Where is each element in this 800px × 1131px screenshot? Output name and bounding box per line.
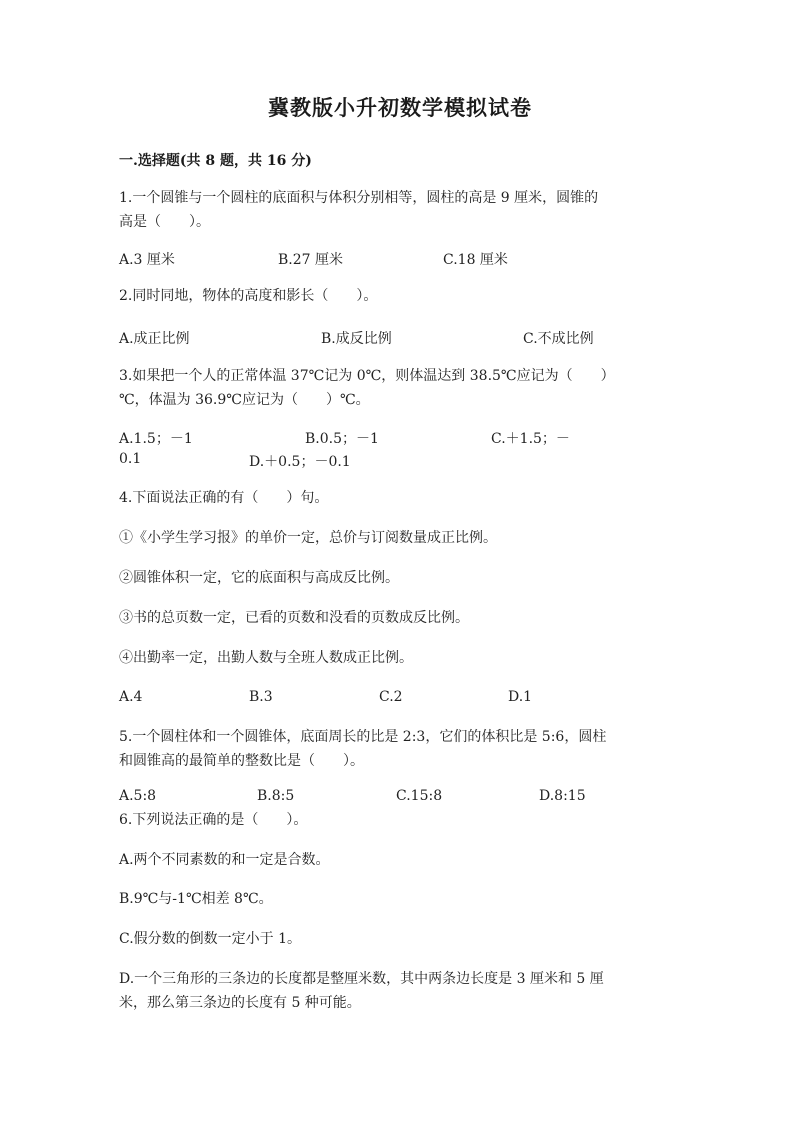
question-4-statement-2: ②圆锥体积一定，它的底面积与高成反比例。 <box>119 570 399 586</box>
question-3-line-2: ℃，体温为 36.9℃应记为（ ）℃。 <box>119 392 370 408</box>
question-4-option-b: B.3 <box>249 689 273 705</box>
question-2-stem: 2.同时同地，物体的高度和影长（ ）。 <box>119 288 378 304</box>
question-1-option-c: C.18 厘米 <box>443 252 508 268</box>
question-1-stem <box>119 186 689 234</box>
question-3-line-1: 3.如果把一个人的正常体温 37℃记为 0℃，则体温达到 38.5℃应记为（ ） <box>119 368 615 384</box>
question-1-line-1: 1.一个圆锥与一个圆柱的底面积与体积分别相等，圆柱的高是 9 厘米，圆锥的 <box>119 190 599 206</box>
question-2-option-c: C.不成比例 <box>523 331 594 347</box>
question-4-option-a: A.4 <box>119 689 143 705</box>
question-1-line-2: 高是（ ）。 <box>119 214 210 230</box>
question-5-option-a: A.5:8 <box>119 788 157 804</box>
question-5-stem <box>119 725 689 773</box>
question-1-option-a: A.3 厘米 <box>119 252 175 268</box>
question-6-option-d <box>119 967 689 1015</box>
question-6-option-b: B.9℃与-1℃相差 8℃。 <box>119 891 273 907</box>
question-2-option-b: B.成反比例 <box>321 331 392 347</box>
question-2-option-a: A.成正比例 <box>119 331 190 347</box>
question-5-option-d: D.8:15 <box>539 788 586 804</box>
question-3-option-b: B.0.5；－1 <box>305 431 379 447</box>
question-3-option-d: D.＋0.5；－0.1 <box>249 454 351 470</box>
question-6-option-a: A.两个不同素数的和一定是合数。 <box>119 852 330 868</box>
question-4-stem: 4.下面说法正确的有（ ）句。 <box>119 490 329 506</box>
question-4-option-c: C.2 <box>379 689 403 705</box>
question-4-statement-4: ④出勤率一定，出勤人数与全班人数成正比例。 <box>119 650 413 666</box>
question-4-statement-3: ③书的总页数一定，已看的页数和没看的页数成反比例。 <box>119 610 469 626</box>
question-6-option-d-line-1: D.一个三角形的三条边的长度都是整厘米数，其中两条边长度是 3 厘米和 5 厘 <box>119 971 604 987</box>
question-3-option-a: A.1.5；－1 <box>119 431 193 447</box>
question-3-option-c-continued: 0.1 <box>119 451 142 467</box>
question-5-line-1: 5.一个圆柱体和一个圆锥体，底面周长的比是 2:3，它们的体积比是 5:6，圆柱 <box>119 729 607 745</box>
question-1-option-b: B.27 厘米 <box>278 252 344 268</box>
question-3-option-c: C.＋1.5；－ <box>491 431 570 447</box>
question-6-option-d-line-2: 米，那么第三条边的长度有 5 种可能。 <box>119 995 361 1011</box>
page-title: 冀教版小升初数学模拟试卷 <box>268 95 532 120</box>
question-5-option-c: C.15:8 <box>396 788 443 804</box>
question-4-statement-1: ①《小学生学习报》的单价一定，总价与订阅数量成正比例。 <box>119 530 497 546</box>
question-4-option-d: D.1 <box>508 689 533 705</box>
question-5-line-2: 和圆锥高的最简单的整数比是（ ）。 <box>119 753 364 769</box>
question-6-option-c: C.假分数的倒数一定小于 1。 <box>119 931 302 947</box>
section-heading: 一.选择题(共 8 题，共 16 分) <box>119 153 312 169</box>
question-3-stem <box>119 364 689 412</box>
question-5-option-b: B.8:5 <box>257 788 295 804</box>
question-6-stem: 6.下列说法正确的是（ ）。 <box>119 812 308 828</box>
